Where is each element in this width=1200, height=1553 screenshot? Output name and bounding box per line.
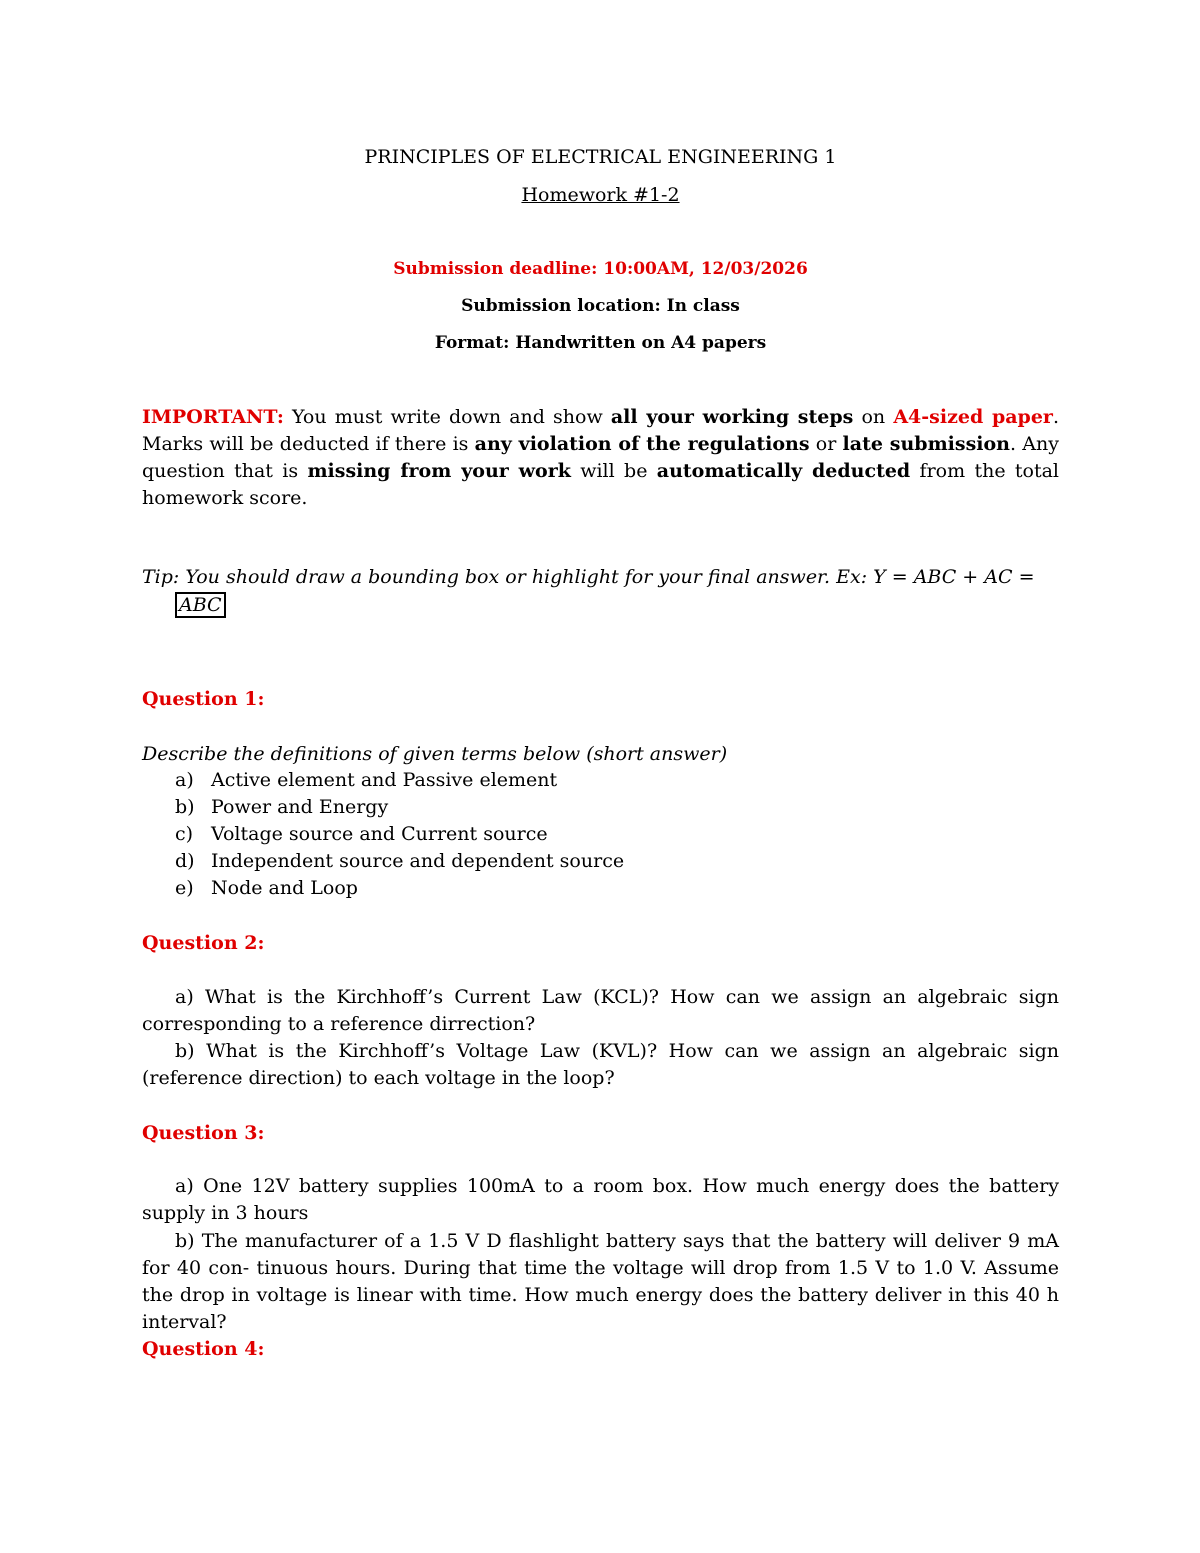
list-item-text: Voltage source and Current source — [211, 823, 548, 845]
important-text: from the total homework score. — [142, 460, 1060, 509]
list-marker: d) — [175, 850, 195, 872]
question-1-intro: Describe the definitions of given terms below (short answer) — [142, 743, 728, 765]
important-text: or — [809, 433, 843, 455]
important-emphasis: automatically deducted — [656, 460, 911, 482]
submission-location: Submission location: In class — [461, 296, 740, 316]
question-2-heading: Question 2: — [142, 932, 265, 954]
list-marker: e) — [175, 877, 194, 899]
list-item — [142, 767, 624, 794]
important-emphasis: all your working steps — [610, 406, 854, 428]
submission-format: Format: Handwritten on A4 papers — [434, 333, 767, 353]
important-text: You must write down and show — [283, 406, 611, 428]
tip-example-answer — [175, 592, 226, 619]
tip-text: Tip: You should draw a bounding box or highlight for your final answer. Ex: Y = ABC + AC = — [142, 566, 1035, 588]
question-2-part-a: a) What is the Kirchhoff’s Current Law (KCL)? How can we assign an algebraic sign corresponding to a reference dirrection? — [142, 986, 1059, 1035]
list-marker: a) — [175, 769, 194, 791]
important-emphasis: late submission — [842, 433, 1010, 455]
list-item-text: Power and Energy — [211, 796, 389, 818]
list-marker: c) — [175, 823, 194, 845]
list-item — [142, 821, 624, 848]
list-marker: b) — [175, 796, 195, 818]
important-text: . Marks will be deducted if there is — [142, 406, 1059, 455]
list-item-text: Node and Loop — [211, 877, 358, 899]
document-title: PRINCIPLES OF ELECTRICAL ENGINEERING 1 — [364, 146, 837, 168]
list-item-text: Active element and Passive element — [211, 769, 558, 791]
list-item — [142, 848, 624, 875]
homework-number: Homework #1-2 — [521, 184, 680, 206]
important-text: on — [853, 406, 894, 428]
important-emphasis: missing from your work — [307, 460, 571, 482]
important-label: IMPORTANT: — [142, 406, 284, 428]
question-2-part-b: b) What is the Kirchhoff’s Voltage Law (KVL)? How can we assign an algebraic sign (reference direction) to each voltage in the loop? — [142, 1040, 1059, 1089]
question-1-heading: Question 1: — [142, 688, 265, 710]
question-1-list — [142, 767, 624, 902]
question-3-heading: Question 3: — [142, 1122, 265, 1144]
important-text: . Any question that is — [142, 433, 1059, 482]
question-3-part-b: b) The manufacturer of a 1.5 V D flashlight battery says that the battery will deliver 9 mA for 40 con- tinuous hours. During that time the voltage will drop from 1.5 V to 1.0 V. Assume the drop in voltage is linear with time. How much energy does the battery deliver in this 40 h interval? — [142, 1230, 1059, 1333]
important-emphasis: A4-sized paper — [893, 406, 1053, 428]
boxed-answer: ABC — [175, 592, 226, 618]
question-4-heading: Question 4: — [142, 1338, 265, 1360]
list-item — [142, 875, 624, 902]
question-3-part-a: a) One 12V battery supplies 100mA to a room box. How much energy does the battery supply in 3 hours — [142, 1175, 1059, 1224]
list-item — [142, 794, 624, 821]
list-item-text: Independent source and dependent source — [211, 850, 625, 872]
important-emphasis: any violation of the regulations — [474, 433, 810, 455]
submission-deadline: Submission deadline: 10:00AM, 12/03/2026 — [393, 259, 808, 279]
important-notice — [142, 404, 1059, 512]
important-text: will be — [570, 460, 657, 482]
